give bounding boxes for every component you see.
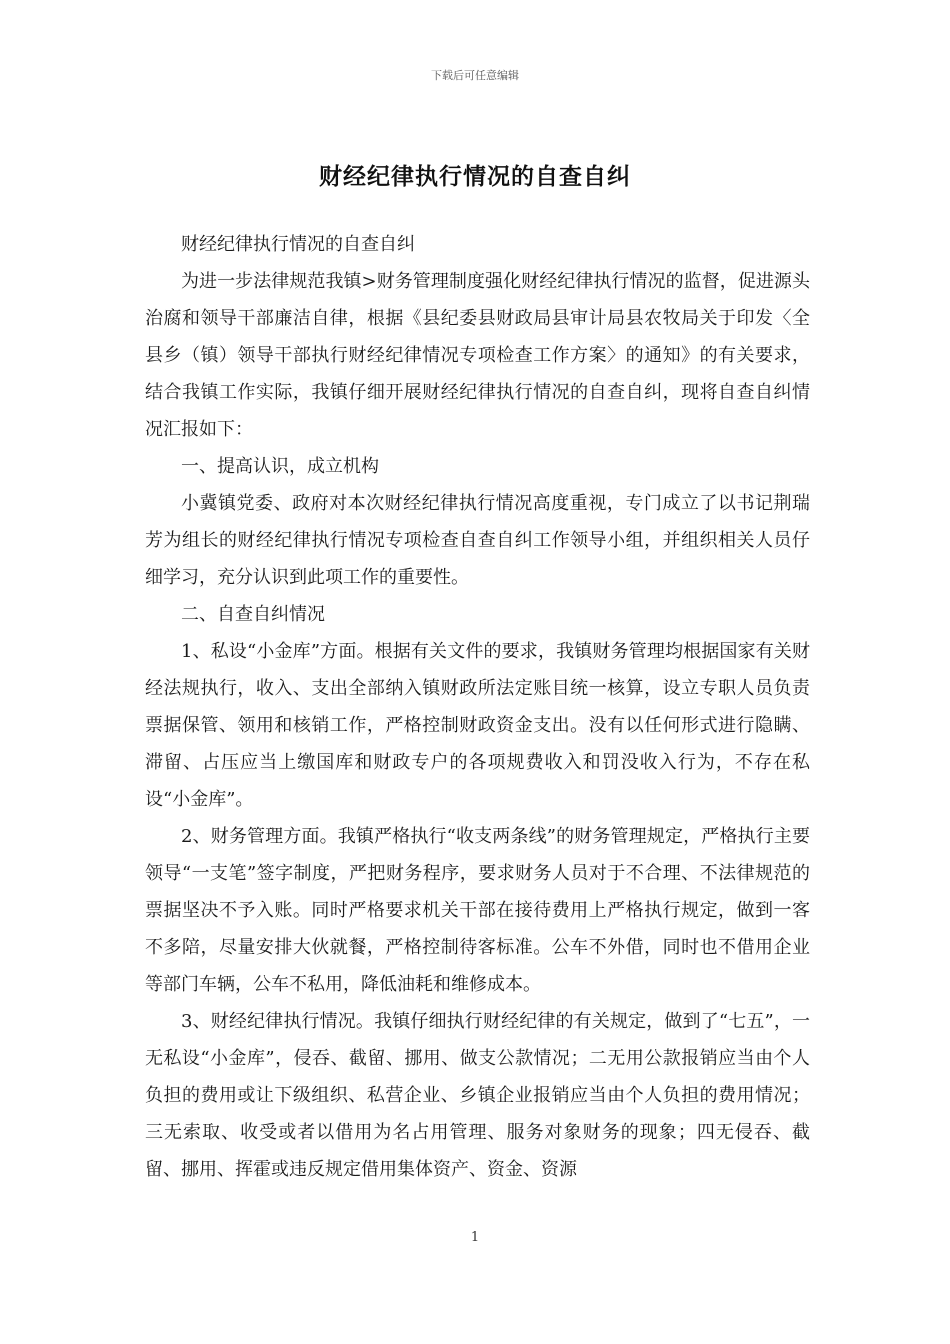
paragraph-item-2: 2、财务管理方面。我镇严格执行“收支两条线”的财务管理规定，严格执行主要领导“一支笔”签字制度，严把财务程序，要求财务人员对于不合理、不法律规范的票据坚决不予入账。同时严格要求机关干部在接待费用上严格执行规定，做到一客不多陪，尽量安排大伙就餐，严格控制待客标准。公车不外借，同时也不借用企业等部门车辆，公车不私用，降低油耗和维修成本。	[145, 826, 810, 995]
paragraph-item-3: 3、财经纪律执行情况。我镇仔细执行财经纪律的有关规定，做到了“七五”，一无私设“小金库”，侵吞、截留、挪用、做支公款情况；二无用公款报销应当由个人负担的费用或让下级组织、私营企业、乡镇企业报销应当由个人负担的费用情况；三无索取、收受或者以借用为名占用管理、服务对象财务的现象；四无侵吞、截留、挪用、挥霍或违反规定借用集体资产、资金、资源	[145, 1011, 810, 1180]
section-heading-1: 一、提高认识，成立机构	[181, 456, 379, 477]
document-title: 财经纪律执行情况的自查自纠	[319, 164, 631, 190]
paragraph-intro: 为进一步法律规范我镇>财务管理制度强化财经纪律执行情况的监督，促进源头治腐和领导干部廉洁自律，根据《县纪委县财政局县审计局县农牧局关于印发〈全县乡（镇）领导干部执行财经纪律情况专项检查工作方案〉的通知》的有关要求，结合我镇工作实际，我镇仔细开展财经纪律执行情况的自查自纠，现将自查自纠情况汇报如下：	[145, 271, 810, 440]
paragraph-item-1: 1、私设“小金库”方面。根据有关文件的要求，我镇财务管理均根据国家有关财经法规执行，收入、支出全部纳入镇财政所法定账目统一核算，设立专职人员负责票据保管、领用和核销工作，严格控制财政资金支出。没有以任何形式进行隐瞒、滞留、占压应当上缴国库和财政专户的各项规费收入和罚没收入行为，不存在私设“小金库”。	[145, 641, 810, 810]
paragraph-subtitle: 财经纪律执行情况的自查自纠	[181, 234, 415, 255]
document-body	[145, 226, 810, 1188]
section-heading-2: 二、自查自纠情况	[181, 604, 325, 625]
page-number: 1	[470, 1230, 480, 1245]
paragraph-section-1: 小冀镇党委、政府对本次财经纪律执行情况高度重视，专门成立了以书记荆瑞芳为组长的财经纪律执行情况专项检查自查自纠工作领导小组，并组织相关人员仔细学习，充分认识到此项工作的重要性。	[145, 493, 810, 588]
header-note: 下载后可任意编辑	[431, 69, 519, 82]
